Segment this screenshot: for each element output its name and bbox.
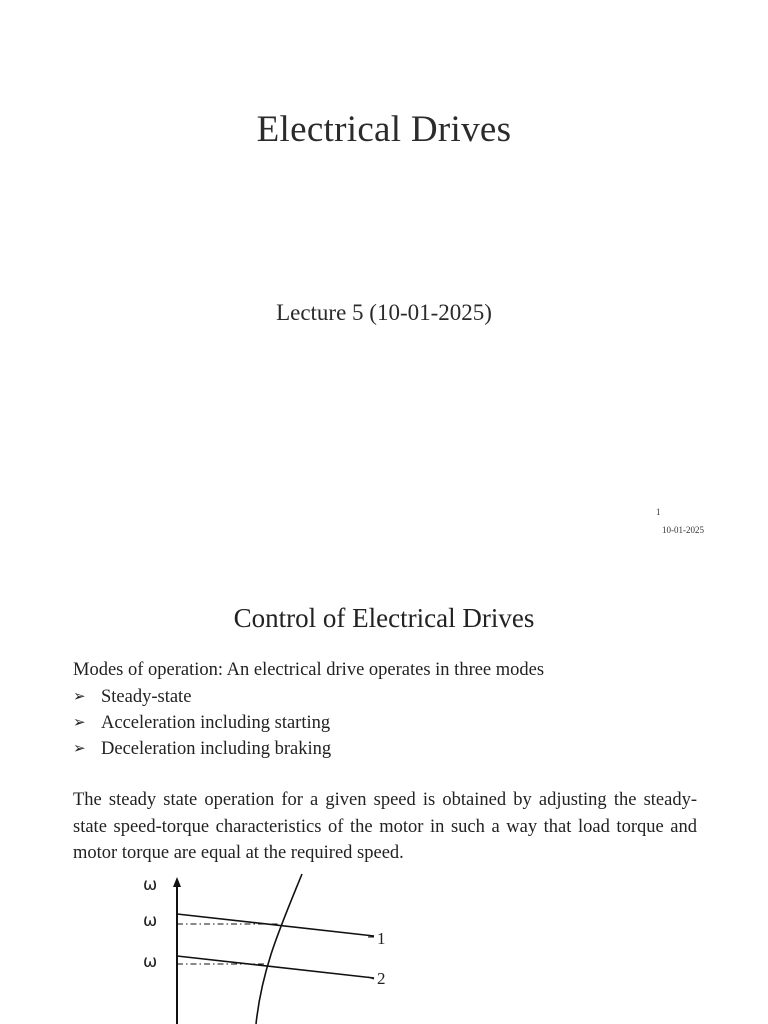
arrowhead-bullet-icon: ➢ <box>73 715 86 731</box>
speed-torque-diagram <box>130 868 410 1024</box>
motor-characteristic-2 <box>177 956 374 978</box>
speed-omega-label-2: ω <box>143 952 158 972</box>
arrowhead-bullet-icon: ➢ <box>73 741 86 757</box>
mode-label: Acceleration including starting <box>101 713 331 733</box>
page-number: 1 <box>656 507 661 517</box>
curve-2-label: 2 <box>377 969 386 988</box>
motor-characteristic-1 <box>177 914 374 936</box>
list-item <box>73 710 331 736</box>
modes-intro: Modes of operation: An electrical drive operates in three modes <box>73 660 545 680</box>
speed-axis-arrow-icon <box>173 877 181 887</box>
steady-state-paragraph: The steady state operation for a given speed is obtained by adjusting the steady-state speed-torque characteristics of the motor in such a way that load torque and motor torque are equal at the required speed. <box>73 790 697 863</box>
axis-omega-label: ω <box>143 875 158 895</box>
footer-date: 10-01-2025 <box>662 525 704 535</box>
modes-list <box>73 684 331 762</box>
mode-label: Steady-state <box>101 687 192 707</box>
speed-omega-label-1: ω <box>143 911 158 931</box>
list-item <box>73 736 331 762</box>
load-torque-curve <box>256 874 302 1024</box>
speed-torque-diagram-svg <box>130 868 410 1024</box>
slide-subtitle: Lecture 5 (10-01-2025) <box>276 300 492 325</box>
mode-label: Deceleration including braking <box>101 739 332 759</box>
arrowhead-bullet-icon: ➢ <box>73 689 86 705</box>
slide-title: Electrical Drives <box>256 109 512 150</box>
curve-1-label: 1 <box>377 929 386 948</box>
list-item <box>73 684 331 710</box>
section-title: Control of Electrical Drives <box>233 603 535 633</box>
